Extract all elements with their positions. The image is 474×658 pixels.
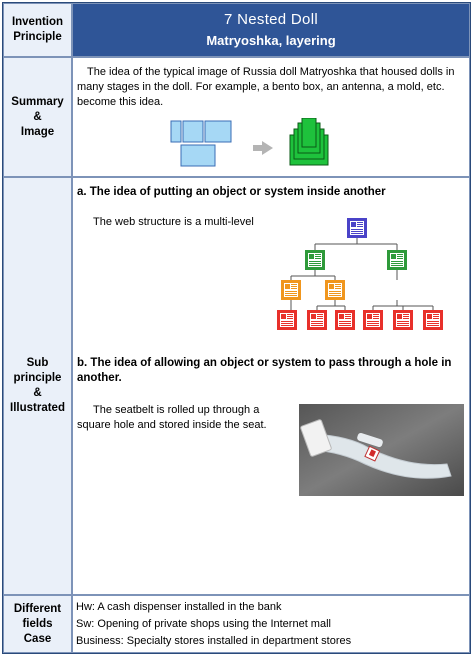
separate-box (171, 121, 181, 142)
web-page-icon (305, 250, 325, 270)
nested-boxes-icon (290, 118, 328, 165)
sub-principle-label (3, 177, 72, 595)
title-block (72, 3, 470, 57)
web-page-icon (347, 218, 367, 238)
case-hw: Hw: A cash dispenser installed in the bank (76, 601, 282, 613)
sub-principle-b-text: The seatbelt is rolled up through a square hole and stored inside the seat. (77, 404, 267, 431)
summary-label (3, 57, 72, 177)
label-line: Illustrated (10, 402, 65, 414)
nesting-illustration (169, 118, 329, 170)
separate-box (181, 145, 215, 166)
different-fields-content (72, 595, 470, 653)
web-page-icon (325, 280, 345, 300)
sub-principle-a-heading: a. The idea of putting an object or system inside another (77, 186, 386, 198)
summary-content (72, 57, 470, 177)
web-page-icon (423, 310, 443, 330)
web-page-icon (387, 250, 407, 270)
label-line: Case (23, 632, 52, 645)
sub-principle-content (72, 177, 470, 595)
label-line: Image (20, 125, 55, 138)
label-line: fields (22, 617, 53, 630)
label-line: Sub (26, 357, 49, 369)
web-page-icon (277, 310, 297, 330)
web-page-icon (393, 310, 413, 330)
page-title: 7 Nested Doll (224, 11, 318, 28)
principle-sheet (2, 2, 471, 654)
arrow-right-icon (253, 141, 273, 155)
separate-box (205, 121, 231, 142)
invention-principle-label (3, 3, 72, 57)
web-page-icon (363, 310, 383, 330)
label-line: principle (13, 372, 62, 384)
different-fields-label (3, 595, 72, 653)
seatbelt-photo (299, 404, 464, 496)
page-subtitle: Matryoshka, layering (206, 33, 336, 48)
label-line: Principle (13, 31, 62, 43)
web-page-icon (335, 310, 355, 330)
case-sw: Sw: Opening of private shops using the Internet mall (76, 618, 331, 630)
separate-box (183, 121, 203, 142)
sub-principle-a-text: The web structure is a multi-level (93, 216, 254, 228)
label-line: Different (13, 602, 62, 615)
summary-text: The idea of the typical image of Russia doll Matryoshka that housed dolls in many stages in the doll. For example, a bento box, an antenna, a mold, etc. become this idea. (77, 66, 455, 108)
label-line: Summary (11, 95, 64, 108)
label-line: & (33, 110, 42, 123)
web-structure-diagram (273, 214, 469, 336)
case-business: Business: Specialty stores installed in department stores (76, 635, 352, 647)
web-page-icon (281, 280, 301, 300)
label-line: Invention (11, 16, 64, 28)
label-line: & (33, 387, 42, 399)
web-page-icon (307, 310, 327, 330)
sub-principle-b-heading: b. The idea of allowing an object or system to pass through a hole in another. (77, 357, 452, 384)
